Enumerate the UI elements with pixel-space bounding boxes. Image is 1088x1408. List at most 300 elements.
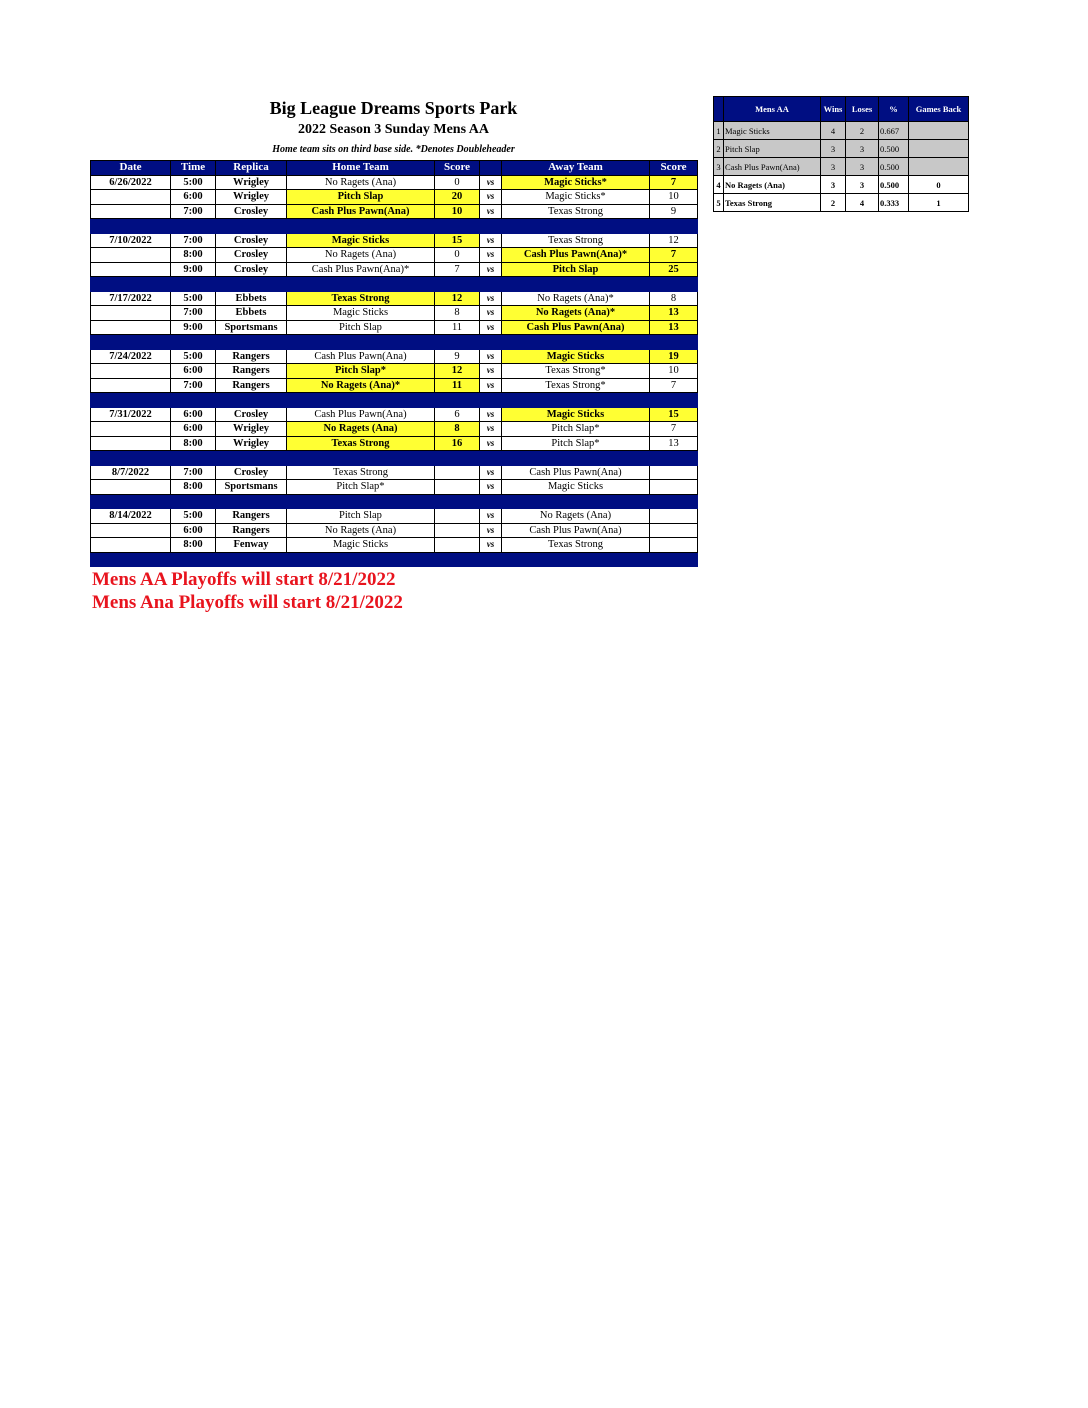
team-rank: 4 — [714, 176, 724, 194]
away-score: 7 — [650, 422, 698, 437]
game-field: Rangers — [216, 364, 287, 379]
game-date — [91, 538, 171, 553]
home-team: Cash Plus Pawn(Ana) — [287, 349, 435, 364]
separator-cell — [650, 219, 698, 234]
vs-label: vs — [480, 465, 502, 480]
game-date: 7/31/2022 — [91, 407, 171, 422]
team-loses: 4 — [846, 194, 879, 212]
vs-label: vs — [480, 523, 502, 538]
team-rank: 3 — [714, 158, 724, 176]
home-team: Pitch Slap — [287, 320, 435, 335]
game-time: 5:00 — [171, 349, 216, 364]
away-score: 7 — [650, 248, 698, 263]
away-team: No Ragets (Ana)* — [502, 291, 650, 306]
col-wins: Wins — [821, 97, 846, 122]
vs-label: vs — [480, 320, 502, 335]
away-score: 12 — [650, 233, 698, 248]
table-row — [91, 407, 698, 422]
separator-cell — [650, 494, 698, 509]
separator-cell — [435, 393, 480, 408]
home-score — [435, 509, 480, 524]
standings-row — [714, 176, 969, 194]
separator-cell — [287, 451, 435, 466]
away-team: Magic Sticks — [502, 349, 650, 364]
away-score — [650, 523, 698, 538]
game-date: 6/26/2022 — [91, 175, 171, 190]
game-field: Crosley — [216, 233, 287, 248]
game-field: Wrigley — [216, 422, 287, 437]
away-score: 10 — [650, 364, 698, 379]
page-subtitle: 2022 Season 3 Sunday Mens AA — [298, 122, 489, 137]
home-team: Pitch Slap* — [287, 480, 435, 495]
away-score: 8 — [650, 291, 698, 306]
team-games-back: 0 — [909, 176, 969, 194]
schedule-header-row — [91, 161, 698, 176]
game-field: Ebbets — [216, 291, 287, 306]
separator-cell — [650, 335, 698, 350]
home-team: No Ragets (Ana)* — [287, 378, 435, 393]
team-loses: 3 — [846, 158, 879, 176]
team-pct: 0.500 — [879, 176, 909, 194]
table-row — [91, 538, 698, 553]
vs-label: vs — [480, 306, 502, 321]
col-away-team: Away Team — [502, 161, 650, 176]
week-separator — [91, 277, 698, 292]
away-team: Pitch Slap — [502, 262, 650, 277]
col-team: Mens AA — [724, 97, 821, 122]
separator-cell — [650, 552, 698, 567]
separator-cell — [650, 277, 698, 292]
table-row — [91, 320, 698, 335]
game-time: 8:00 — [171, 436, 216, 451]
home-score: 12 — [435, 291, 480, 306]
team-games-back — [909, 122, 969, 140]
away-team: Texas Strong — [502, 538, 650, 553]
separator-cell — [502, 494, 650, 509]
separator-cell — [502, 335, 650, 350]
separator-cell — [91, 552, 171, 567]
separator-cell — [216, 335, 287, 350]
separator-cell — [287, 277, 435, 292]
game-field: Fenway — [216, 538, 287, 553]
game-field: Rangers — [216, 378, 287, 393]
game-date — [91, 436, 171, 451]
separator-cell — [480, 335, 502, 350]
away-score: 13 — [650, 320, 698, 335]
team-wins: 3 — [821, 158, 846, 176]
separator-cell — [171, 552, 216, 567]
separator-cell — [91, 393, 171, 408]
table-row — [91, 190, 698, 205]
home-team: No Ragets (Ana) — [287, 248, 435, 263]
table-row — [91, 378, 698, 393]
separator-cell — [287, 335, 435, 350]
col-rank — [714, 97, 724, 122]
game-date: 7/24/2022 — [91, 349, 171, 364]
separator-cell — [435, 277, 480, 292]
home-team: Cash Plus Pawn(Ana)* — [287, 262, 435, 277]
playoffs-note-ana: Mens Ana Playoffs will start 8/21/2022 — [92, 592, 403, 613]
game-field: Wrigley — [216, 436, 287, 451]
away-team: Magic Sticks* — [502, 175, 650, 190]
separator-cell — [216, 494, 287, 509]
separator-cell — [287, 393, 435, 408]
game-time: 7:00 — [171, 233, 216, 248]
team-name: Pitch Slap — [724, 140, 821, 158]
col-away-score: Score — [650, 161, 698, 176]
team-wins: 3 — [821, 140, 846, 158]
vs-label: vs — [480, 291, 502, 306]
standings-row — [714, 122, 969, 140]
schedule-table — [90, 160, 698, 567]
separator-cell — [480, 451, 502, 466]
game-date — [91, 262, 171, 277]
separator-cell — [502, 451, 650, 466]
team-name: Cash Plus Pawn(Ana) — [724, 158, 821, 176]
home-team: Texas Strong — [287, 436, 435, 451]
table-row — [91, 262, 698, 277]
game-time: 8:00 — [171, 480, 216, 495]
game-time: 6:00 — [171, 407, 216, 422]
col-games-back: Games Back — [909, 97, 969, 122]
game-field: Rangers — [216, 523, 287, 538]
separator-cell — [171, 277, 216, 292]
away-team: Texas Strong* — [502, 364, 650, 379]
separator-cell — [435, 552, 480, 567]
vs-label: vs — [480, 422, 502, 437]
separator-cell — [650, 451, 698, 466]
vs-label: vs — [480, 349, 502, 364]
table-row — [91, 233, 698, 248]
away-score: 13 — [650, 306, 698, 321]
game-date — [91, 190, 171, 205]
separator-cell — [435, 219, 480, 234]
col-vs — [480, 161, 502, 176]
team-rank: 5 — [714, 194, 724, 212]
team-games-back — [909, 158, 969, 176]
game-time: 8:00 — [171, 538, 216, 553]
vs-label: vs — [480, 407, 502, 422]
away-score — [650, 480, 698, 495]
separator-cell — [91, 277, 171, 292]
table-row — [91, 436, 698, 451]
col-date: Date — [91, 161, 171, 176]
vs-label: vs — [480, 480, 502, 495]
separator-cell — [216, 277, 287, 292]
table-row — [91, 465, 698, 480]
home-score: 10 — [435, 204, 480, 219]
away-score: 13 — [650, 436, 698, 451]
separator-cell — [480, 277, 502, 292]
game-field: Sportsmans — [216, 320, 287, 335]
col-time: Time — [171, 161, 216, 176]
separator-cell — [91, 494, 171, 509]
table-row — [91, 349, 698, 364]
game-time: 5:00 — [171, 291, 216, 306]
home-score: 9 — [435, 349, 480, 364]
separator-cell — [502, 393, 650, 408]
team-pct: 0.667 — [879, 122, 909, 140]
vs-label: vs — [480, 509, 502, 524]
away-score: 7 — [650, 378, 698, 393]
game-date — [91, 204, 171, 219]
team-wins: 4 — [821, 122, 846, 140]
home-score: 6 — [435, 407, 480, 422]
team-name: No Ragets (Ana) — [724, 176, 821, 194]
home-team: Magic Sticks — [287, 306, 435, 321]
game-field: Ebbets — [216, 306, 287, 321]
separator-cell — [216, 552, 287, 567]
game-date — [91, 320, 171, 335]
game-date — [91, 306, 171, 321]
away-team: Magic Sticks* — [502, 190, 650, 205]
team-rank: 1 — [714, 122, 724, 140]
team-wins: 3 — [821, 176, 846, 194]
away-team: Texas Strong — [502, 233, 650, 248]
team-loses: 3 — [846, 140, 879, 158]
home-score: 0 — [435, 175, 480, 190]
week-separator — [91, 219, 698, 234]
home-team: Texas Strong — [287, 291, 435, 306]
home-score: 20 — [435, 190, 480, 205]
game-time: 9:00 — [171, 320, 216, 335]
game-time: 6:00 — [171, 422, 216, 437]
team-name: Texas Strong — [724, 194, 821, 212]
away-score — [650, 538, 698, 553]
vs-label: vs — [480, 436, 502, 451]
table-row — [91, 509, 698, 524]
home-team: No Ragets (Ana) — [287, 523, 435, 538]
team-games-back — [909, 140, 969, 158]
doubleheader-note: Home team sits on third base side. *Denotes Doubleheader — [272, 144, 515, 155]
away-team: Texas Strong* — [502, 378, 650, 393]
col-home-score: Score — [435, 161, 480, 176]
table-row — [91, 204, 698, 219]
standings-row — [714, 140, 969, 158]
home-score — [435, 480, 480, 495]
playoffs-note-aa: Mens AA Playoffs will start 8/21/2022 — [92, 569, 396, 590]
table-row — [91, 523, 698, 538]
home-team: Pitch Slap — [287, 190, 435, 205]
team-name: Magic Sticks — [724, 122, 821, 140]
vs-label: vs — [480, 190, 502, 205]
home-score: 0 — [435, 248, 480, 263]
game-date — [91, 364, 171, 379]
vs-label: vs — [480, 233, 502, 248]
game-time: 6:00 — [171, 523, 216, 538]
table-row — [91, 422, 698, 437]
game-field: Crosley — [216, 465, 287, 480]
game-time: 5:00 — [171, 175, 216, 190]
vs-label: vs — [480, 262, 502, 277]
table-row — [91, 248, 698, 263]
home-team: No Ragets (Ana) — [287, 422, 435, 437]
game-field: Wrigley — [216, 190, 287, 205]
week-separator — [91, 552, 698, 567]
standings-table — [713, 96, 969, 212]
away-score: 9 — [650, 204, 698, 219]
game-date — [91, 523, 171, 538]
separator-cell — [287, 219, 435, 234]
team-pct: 0.500 — [879, 140, 909, 158]
table-row — [91, 480, 698, 495]
game-field: Crosley — [216, 248, 287, 263]
separator-cell — [287, 494, 435, 509]
home-score: 11 — [435, 378, 480, 393]
table-row — [91, 175, 698, 190]
standings-row — [714, 194, 969, 212]
away-team: Pitch Slap* — [502, 422, 650, 437]
away-team: Cash Plus Pawn(Ana)* — [502, 248, 650, 263]
vs-label: vs — [480, 364, 502, 379]
vs-label: vs — [480, 175, 502, 190]
game-time: 7:00 — [171, 204, 216, 219]
game-date: 8/7/2022 — [91, 465, 171, 480]
game-time: 8:00 — [171, 248, 216, 263]
away-team: Pitch Slap* — [502, 436, 650, 451]
week-separator — [91, 335, 698, 350]
away-team: Cash Plus Pawn(Ana) — [502, 465, 650, 480]
home-score: 8 — [435, 306, 480, 321]
game-date: 7/17/2022 — [91, 291, 171, 306]
game-time: 6:00 — [171, 190, 216, 205]
game-field: Wrigley — [216, 175, 287, 190]
standings-header-row — [714, 97, 969, 122]
separator-cell — [216, 393, 287, 408]
separator-cell — [171, 494, 216, 509]
separator-cell — [171, 335, 216, 350]
separator-cell — [502, 277, 650, 292]
away-score: 7 — [650, 175, 698, 190]
away-score — [650, 509, 698, 524]
col-home-team: Home Team — [287, 161, 435, 176]
separator-cell — [435, 451, 480, 466]
away-score: 19 — [650, 349, 698, 364]
separator-cell — [480, 494, 502, 509]
home-team: Magic Sticks — [287, 538, 435, 553]
away-team: Magic Sticks — [502, 407, 650, 422]
game-date — [91, 480, 171, 495]
team-wins: 2 — [821, 194, 846, 212]
week-separator — [91, 393, 698, 408]
standings-row — [714, 158, 969, 176]
away-team: No Ragets (Ana) — [502, 509, 650, 524]
separator-cell — [480, 552, 502, 567]
game-time: 9:00 — [171, 262, 216, 277]
away-team: Cash Plus Pawn(Ana) — [502, 523, 650, 538]
col-replica: Replica — [216, 161, 287, 176]
away-team: No Ragets (Ana)* — [502, 306, 650, 321]
home-score: 16 — [435, 436, 480, 451]
separator-cell — [171, 451, 216, 466]
game-field: Crosley — [216, 262, 287, 277]
home-team: Cash Plus Pawn(Ana) — [287, 407, 435, 422]
away-score: 15 — [650, 407, 698, 422]
home-team: Magic Sticks — [287, 233, 435, 248]
game-date: 7/10/2022 — [91, 233, 171, 248]
home-score: 7 — [435, 262, 480, 277]
home-score: 15 — [435, 233, 480, 248]
separator-cell — [650, 393, 698, 408]
game-date — [91, 248, 171, 263]
home-score: 8 — [435, 422, 480, 437]
week-separator — [91, 451, 698, 466]
home-team: No Ragets (Ana) — [287, 175, 435, 190]
vs-label: vs — [480, 248, 502, 263]
away-score — [650, 465, 698, 480]
separator-cell — [502, 219, 650, 234]
home-score — [435, 523, 480, 538]
home-score: 11 — [435, 320, 480, 335]
home-score — [435, 538, 480, 553]
vs-label: vs — [480, 204, 502, 219]
separator-cell — [480, 393, 502, 408]
team-rank: 2 — [714, 140, 724, 158]
table-row — [91, 291, 698, 306]
game-date: 8/14/2022 — [91, 509, 171, 524]
game-field: Rangers — [216, 509, 287, 524]
game-field: Rangers — [216, 349, 287, 364]
separator-cell — [480, 219, 502, 234]
table-row — [91, 306, 698, 321]
game-field: Crosley — [216, 204, 287, 219]
away-score: 25 — [650, 262, 698, 277]
separator-cell — [216, 219, 287, 234]
game-time: 6:00 — [171, 364, 216, 379]
team-loses: 3 — [846, 176, 879, 194]
col-pct: % — [879, 97, 909, 122]
week-separator — [91, 494, 698, 509]
separator-cell — [502, 552, 650, 567]
away-team: Magic Sticks — [502, 480, 650, 495]
separator-cell — [91, 335, 171, 350]
home-team: Pitch Slap — [287, 509, 435, 524]
vs-label: vs — [480, 538, 502, 553]
separator-cell — [435, 494, 480, 509]
team-games-back: 1 — [909, 194, 969, 212]
game-date — [91, 378, 171, 393]
game-time: 7:00 — [171, 306, 216, 321]
game-time: 5:00 — [171, 509, 216, 524]
home-team: Texas Strong — [287, 465, 435, 480]
team-pct: 0.500 — [879, 158, 909, 176]
page-title: Big League Dreams Sports Park — [269, 98, 518, 118]
separator-cell — [216, 451, 287, 466]
separator-cell — [287, 552, 435, 567]
vs-label: vs — [480, 378, 502, 393]
game-field: Sportsmans — [216, 480, 287, 495]
game-date — [91, 422, 171, 437]
away-score: 10 — [650, 190, 698, 205]
col-loses: Loses — [846, 97, 879, 122]
game-time: 7:00 — [171, 378, 216, 393]
game-time: 7:00 — [171, 465, 216, 480]
separator-cell — [91, 219, 171, 234]
team-loses: 2 — [846, 122, 879, 140]
home-team: Pitch Slap* — [287, 364, 435, 379]
table-row — [91, 364, 698, 379]
separator-cell — [171, 219, 216, 234]
away-team: Cash Plus Pawn(Ana) — [502, 320, 650, 335]
separator-cell — [435, 335, 480, 350]
separator-cell — [171, 393, 216, 408]
away-team: Texas Strong — [502, 204, 650, 219]
separator-cell — [91, 451, 171, 466]
home-score: 12 — [435, 364, 480, 379]
team-pct: 0.333 — [879, 194, 909, 212]
home-team: Cash Plus Pawn(Ana) — [287, 204, 435, 219]
home-score — [435, 465, 480, 480]
